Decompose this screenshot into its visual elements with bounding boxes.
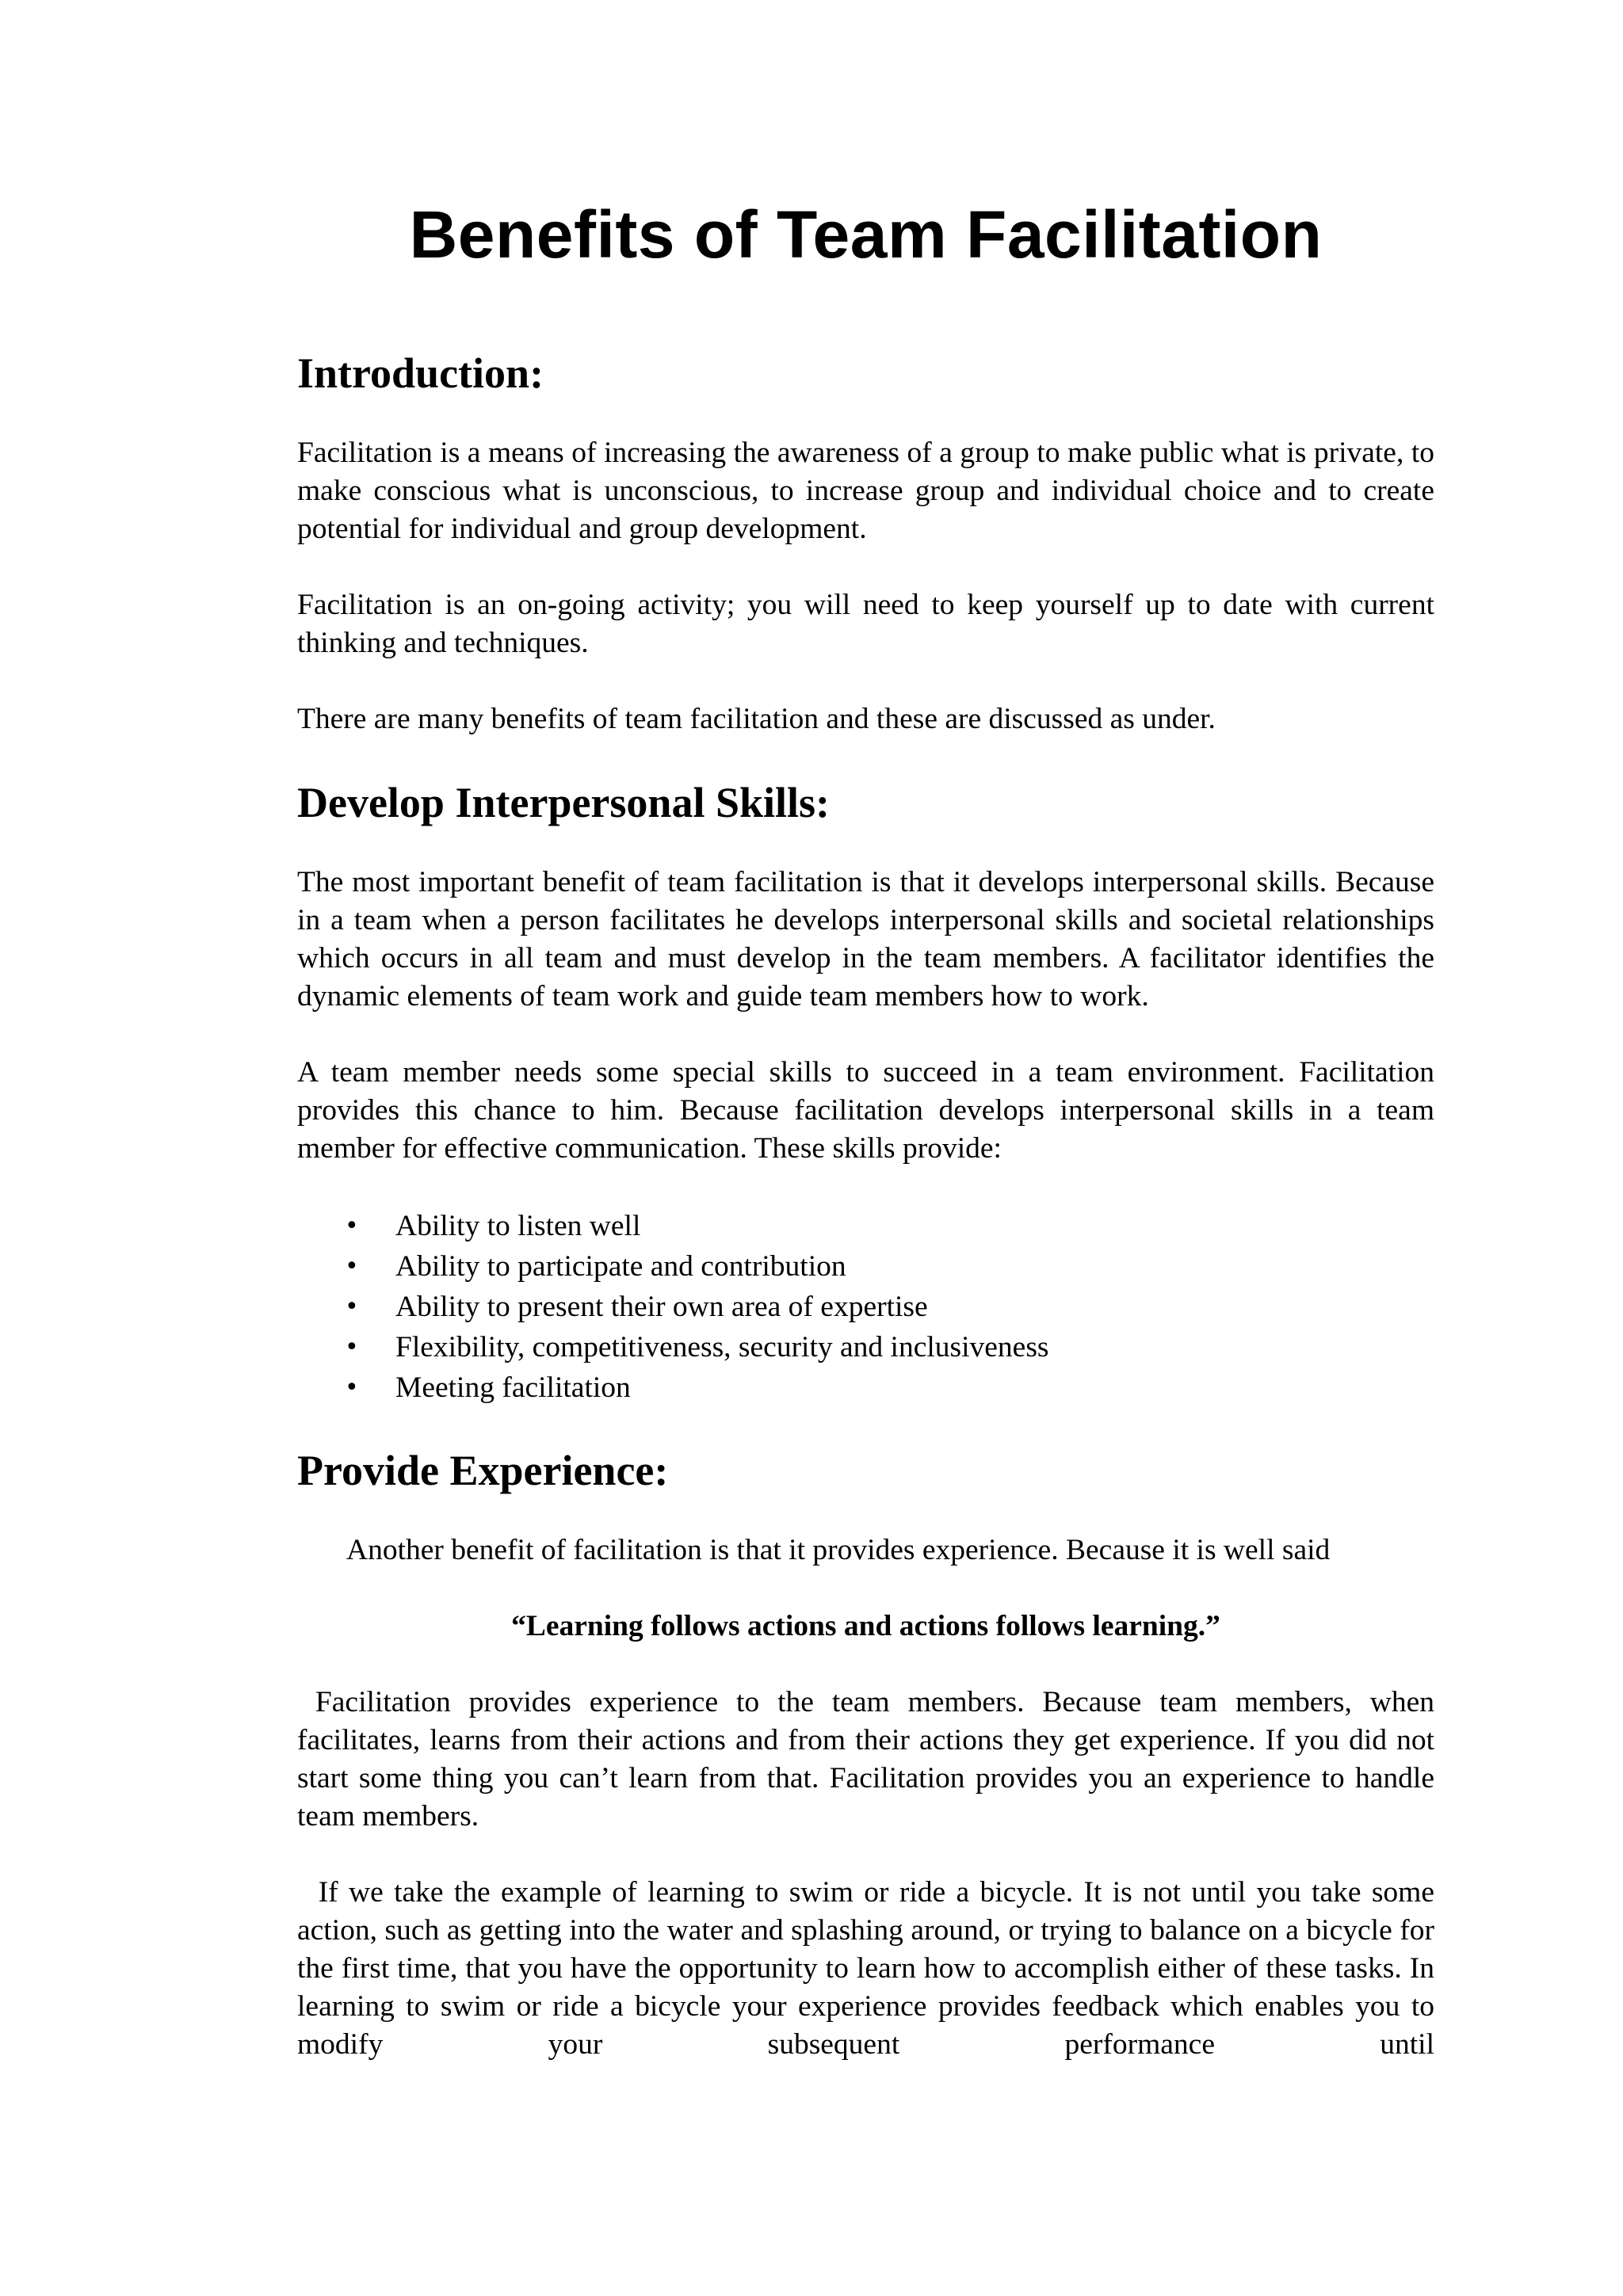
- list-item-text: Meeting facilitation: [395, 1371, 631, 1404]
- section-heading: Provide Experience:: [297, 1447, 669, 1494]
- quote: “Learning follows actions and actions follows learning.”: [511, 1610, 1220, 1642]
- paragraph-intro: Another benefit of facilitation is that it provides experience. Because it is well said: [346, 1534, 1331, 1566]
- bullet-icon: •: [345, 1212, 359, 1240]
- bullet-icon: •: [345, 1253, 359, 1280]
- bullet-icon: •: [345, 1374, 359, 1402]
- paragraph: The most important benefit of team facilitation is that it develops interpersonal skills. Because in a team when a person facilitates he develops interpersonal skills and societal relationships which occurs in all team and must develop in the team members. A facilitator identifies the dynamic elements of team work and guide team members how to work.: [297, 866, 1434, 1013]
- list-item-text: Flexibility, competitiveness, security and inclusiveness: [395, 1331, 1049, 1363]
- paragraph: Facilitation provides experience to the team members. Because team members, when facilitates, learns from their actions and from their actions they get experience. If you did not start some thing you can’t learn from that. Facilitation provides you an experience to handle team members.: [297, 1686, 1442, 1833]
- list-item: [297, 1206, 1434, 1246]
- section-heading: Develop Interpersonal Skills:: [297, 779, 831, 826]
- section-develop-interpersonal-skills: [297, 776, 1434, 1408]
- list-item: [297, 1367, 1434, 1408]
- document-title: Benefits of Team Facilitation: [409, 197, 1323, 272]
- list-item-text: Ability to listen well: [395, 1210, 641, 1242]
- paragraph: If we take the example of learning to swim or ride a bicycle. It is not until you take some action, such as getting into the water and splashing around, or trying to balance on a bicycle for the first time, that you have the opportunity to learn how to accomplish either of these tasks. In learning to swim or ride a bicycle your experience provides feedback which enables you to modify your subsequent performance until: [297, 1876, 1442, 2061]
- list-item: [297, 1327, 1434, 1367]
- bullet-icon: •: [345, 1333, 359, 1361]
- paragraph: A team member needs some special skills to succeed in a team environment. Facilitation provides this chance to him. Because facilitation develops interpersonal skills in a team member for effective communication. These skills provide:: [297, 1056, 1434, 1165]
- paragraph: There are many benefits of team facilitation and these are discussed as under.: [297, 703, 1216, 735]
- list-item: [297, 1246, 1434, 1287]
- paragraph: Facilitation is an on-going activity; you will need to keep yourself up to date with current thinking and techniques.: [297, 589, 1434, 659]
- skills-list: [297, 1206, 1434, 1408]
- bullet-icon: •: [345, 1293, 359, 1321]
- section-introduction: [297, 347, 1434, 738]
- section-provide-experience: [297, 1444, 1442, 2064]
- section-heading: Introduction:: [297, 349, 544, 397]
- list-item-text: Ability to present their own area of expertise: [395, 1291, 928, 1323]
- paragraph: Facilitation is a means of increasing the awareness of a group to make public what is private, to make conscious what is unconscious, to increase group and individual choice and to create potential for individual and group development.: [297, 437, 1434, 545]
- document-body: [297, 190, 1442, 2064]
- list-item-text: Ability to participate and contribution: [395, 1250, 846, 1283]
- list-item: [297, 1287, 1434, 1327]
